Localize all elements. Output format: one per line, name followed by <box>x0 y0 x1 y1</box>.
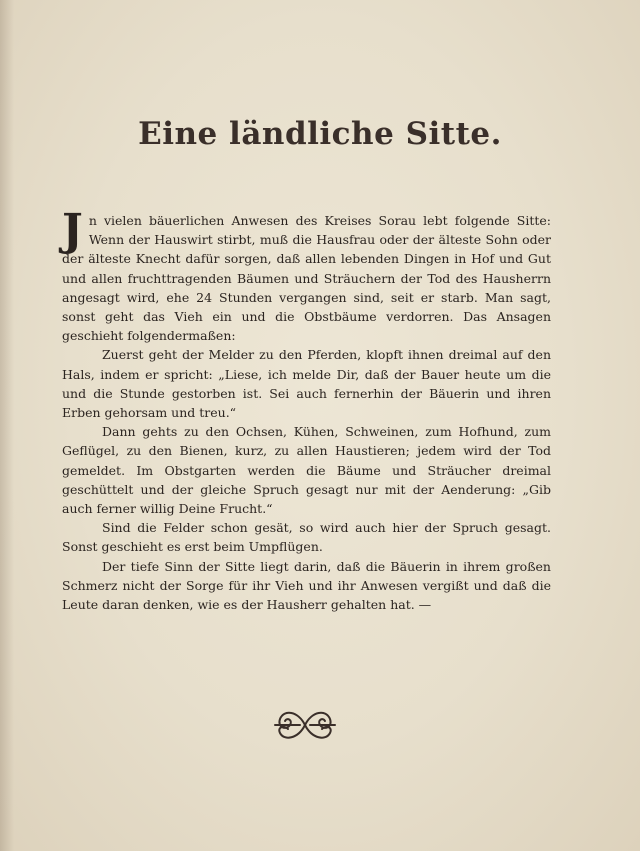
drop-cap: J <box>62 205 83 256</box>
paragraph-5: Der tiefe Sinn der Sitte liegt darin, daß die Bäuerin in ihrem großen Schmerz nicht der Sorge für ihr Vieh und ihr Anwesen vergißt und daß die Leute daran denken, wie es der Hausherr gehalten hat. — <box>62 558 551 613</box>
page-title: Eine ländliche Sitte. <box>138 116 502 152</box>
flourish-ornament-icon <box>272 705 338 745</box>
paragraph-2: Zuerst geht der Melder zu den Pferden, klopft ihnen dreimal auf den Hals, indem er spricht: „Liese, ich melde Dir, daß der Bauer heute um die und die Stunde gestorben ist. Sei auch fernerhin der Bäuerin und ihren Erben gehorsam und treu.“ <box>62 347 551 421</box>
paragraph-4: Sind die Felder schon gesät, so wird auch hier der Spruch gesagt. Sonst geschieht es erst beim Umpflügen. <box>62 520 551 555</box>
paragraph-1 <box>62 205 551 345</box>
paragraph-3: Dann gehts zu den Ochsen, Kühen, Schweinen, zum Hofhund, zum Geflügel, zu den Bienen, kurz, zu allen Haustieren; jedem wird der Tod gemeldet. Im Obstgarten werden die Bäume und Sträucher dreimal geschüttelt und der gleiche Spruch gesagt nur mit der Aenderung: „Gib auch ferner willig Deine Frucht.“ <box>62 424 551 517</box>
article-body <box>62 205 551 614</box>
paragraph-1-text: n vielen bäuerlichen Anwesen des Kreises Sorau lebt folgende Sitte: Wenn der Hauswirt stirbt, muß die Hausfrau oder der älteste Sohn oder der älteste Knecht dafür sorgen, daß allen lebenden Dingen in Hof und Gut und allen fruchttragenden Bäumen und Sträuchern der Tod des Hausherrn angesagt wird, ehe 24 Stunden vergangen sind, seit er starb. Man sagt, sonst geht das Vieh ein und die Obstbäume verdorren. Das Ansagen geschieht folgendermaßen: <box>62 213 551 344</box>
